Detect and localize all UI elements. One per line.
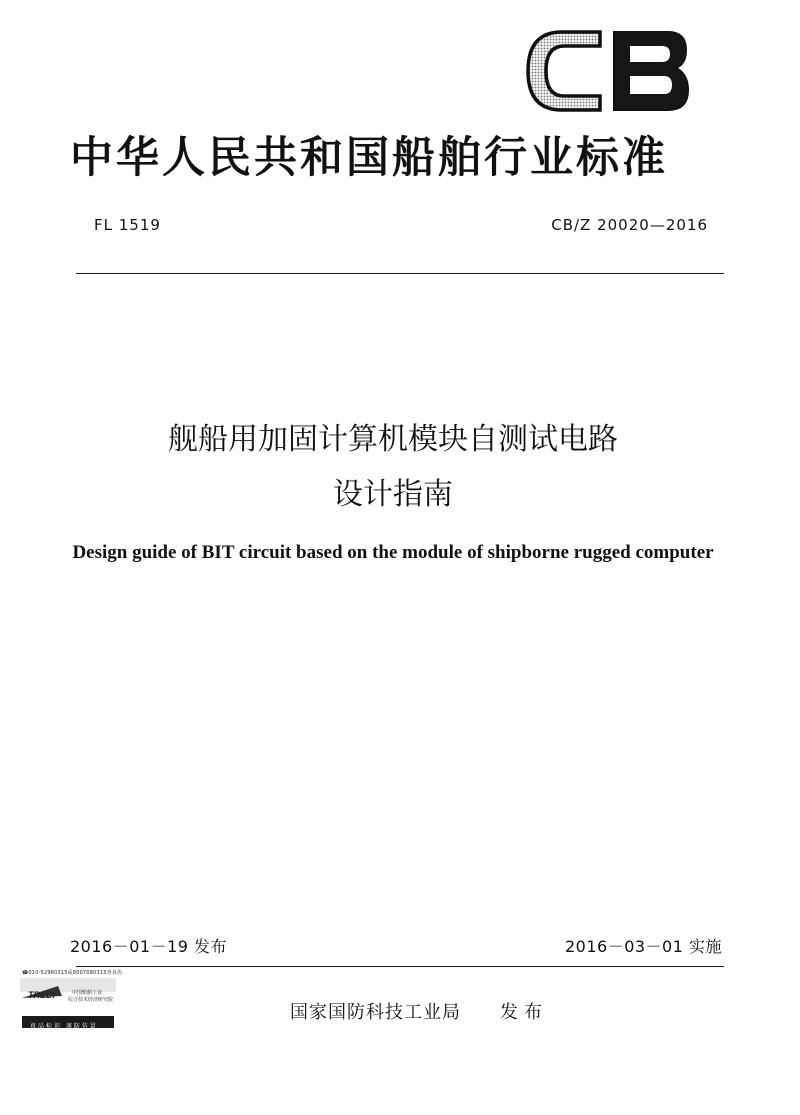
title-chinese-line2: 设计指南 xyxy=(333,477,453,512)
implementation-date: 2016－03－01 实施 xyxy=(564,937,722,956)
stamp-hotline: ☎010-52960315或80070803​15查真伪 xyxy=(22,970,123,976)
title-english: Design guide of BIT circuit based on the module of shipborne rugged computer xyxy=(72,542,714,563)
title-chinese-line1: 舰船用加固计算机模块自测试电路 xyxy=(168,422,618,457)
stamp-org-line1: 中国船舶工业 xyxy=(72,990,103,996)
bottom-divider xyxy=(76,966,724,967)
header-title: 中华人民共和国船舶行业标准 xyxy=(70,133,668,183)
stamp-brand: TREDI xyxy=(28,990,55,1000)
standard-number: CB/Z 20020—2016 xyxy=(551,216,708,234)
issue-date: 2016－01－19 发布 xyxy=(70,937,228,956)
stamp-org-line2: 综合技术经济研究院 xyxy=(68,997,114,1003)
stamp-slogan: 真品标识 谨防仿冒 xyxy=(30,1023,98,1030)
publisher-action: 发布 xyxy=(500,1002,548,1023)
cb-logo xyxy=(522,26,692,116)
publisher: 国家国防科技工业局 xyxy=(290,1002,461,1023)
fl-code: FL 1519 xyxy=(94,216,161,234)
top-divider xyxy=(76,273,724,274)
